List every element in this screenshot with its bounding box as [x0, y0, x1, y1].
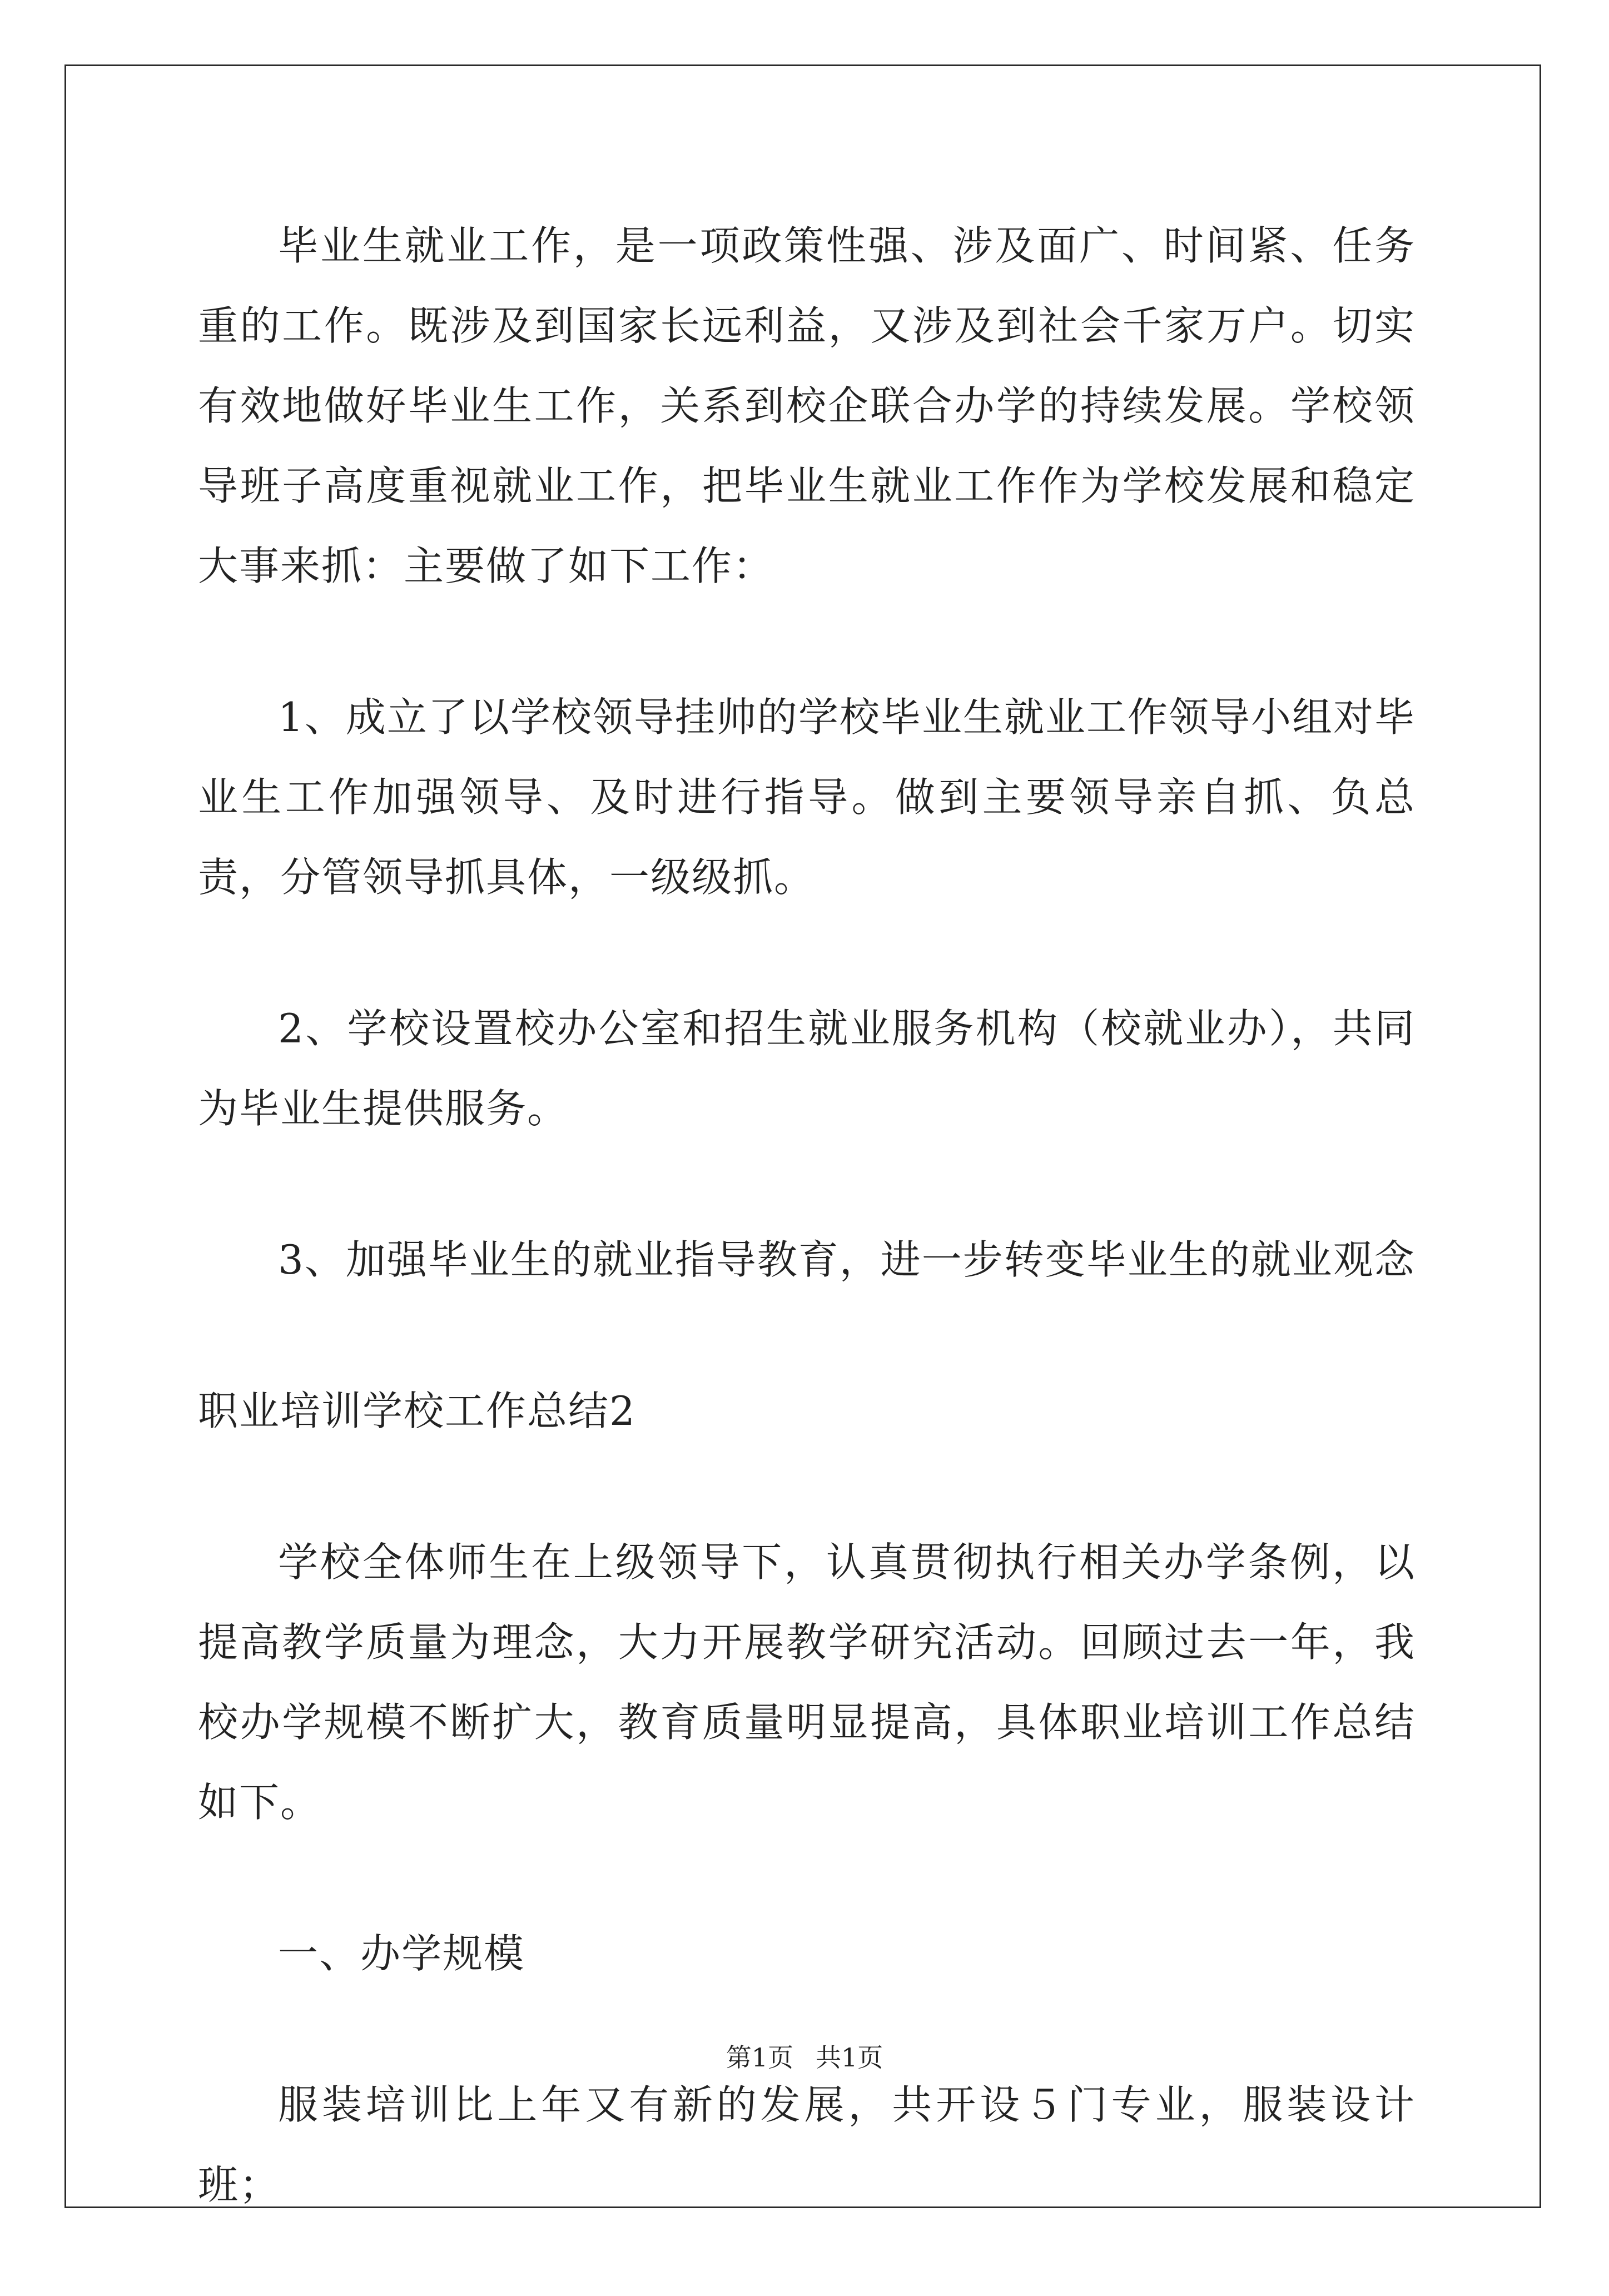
paragraph-summary: 学校全体师生在上级领导下，认真贯彻执行相关办学条例，以提高教学质量为理念，大力开展教学研究活动。回顾过去一年，我校办学规模不断扩大，教育质量明显提高，具体职业培训工作总结如下。 — [198, 1539, 1416, 1826]
paragraph-item-3: 3、加强毕业生的就业指导教育，进一步转变毕业生的就业观念 — [278, 1236, 1416, 1283]
paragraph-clothing-training: 服装培训比上年又有新的发展，共开设５门专业，服装设计班； — [198, 2081, 1416, 2208]
paragraph-heading-scale: 一、办学规模 — [278, 1930, 525, 1977]
section-title: 职业培训学校工作总结2 — [198, 1388, 636, 1434]
document-body — [198, 206, 1416, 2296]
page-footer — [0, 2037, 1609, 2074]
page-number-current: 第1页 — [726, 2042, 793, 2073]
page-number-total: 共1页 — [816, 2042, 883, 2073]
paragraph-item-2: 2、学校设置校办公室和招生就业服务机构（校就业办），共同为毕业生提供服务。 — [198, 1005, 1416, 1132]
paragraph-intro: 毕业生就业工作，是一项政策性强、涉及面广、时间紧、任务重的工作。既涉及到国家长远利益，又涉及到社会千家万户。切实有效地做好毕业生工作，关系到校企联合办学的持续发展。学校领导班子高度重视就业工作，把毕业生就业工作作为学校发展和稳定大事来抓：主要做了如下工作： — [198, 222, 1416, 589]
paragraph-item-1: 1、成立了以学校领导挂帅的学校毕业生就业工作领导小组对毕业生工作加强领导、及时进行指导。做到主要领导亲自抓、负总责，分管领导抓具体，一级级抓。 — [198, 694, 1416, 901]
